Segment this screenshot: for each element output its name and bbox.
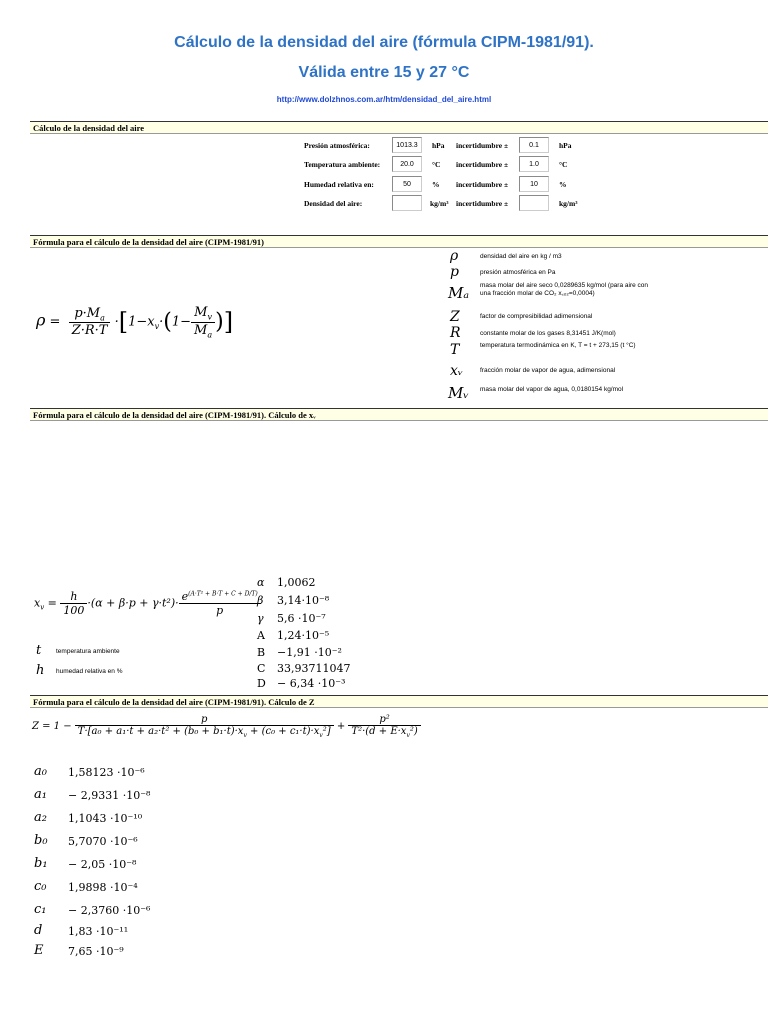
coef-value: − 2,3760 ·10⁻⁶ [68, 904, 151, 917]
source-link[interactable]: http://www.dolzhnos.com.ar/htm/densidad_del_aire.html [276, 95, 492, 104]
humidity-unit: % [432, 180, 440, 189]
xv-symbol: xᵥ [450, 363, 464, 379]
z-formula: Z = 1 − $\frac{p}{T\cdot[a_0 + a_1\cdot t + a_2\cdot t^2 + (b_0 + b_1\cdot t)\cdot x_v + (c_0 + c_1\cdot t)\cdot x_v^2]}$ + $\frac{\text{p²}}{T^2\cdot(d + E\cdot x_v^2)}$ [32, 714, 421, 739]
coef-value: 5,7070 ·10⁻⁶ [68, 835, 138, 848]
const-key: γ [257, 612, 264, 625]
coef-key: a₂ [34, 810, 47, 825]
section-formula-title: Fórmula para el cálculo de la densidad del aire (CIPM-1981/91) [30, 235, 768, 248]
ma-desc: masa molar del aire seco 0,0289635 kg/mol (para aire con una fracción molar de CO₂ x꜀ₒ₂=0,0004) [480, 282, 649, 297]
z-symbol: Z [450, 309, 460, 325]
pressure-unc-input[interactable]: 0.1 [519, 137, 549, 153]
t-ambient-desc: temperatura ambiente [56, 648, 120, 655]
section-xv-title: Fórmula para el cálculo de la densidad del aire (CIPM-1981/91). Cálculo de xᵥ [30, 408, 768, 421]
z-desc: factor de compresibilidad adimensional [480, 313, 593, 320]
humidity-unc-label: incertidumbre ± [456, 180, 509, 189]
humidity-unc-unit: % [559, 180, 567, 189]
const-key: B [257, 646, 266, 659]
const-value: −1,91 ·10⁻² [277, 646, 342, 659]
const-value: 1,24·10⁻⁵ [277, 629, 330, 642]
rho-symbol: ρ [450, 248, 459, 264]
temperature-unc-label: incertidumbre ± [456, 160, 509, 169]
rho-desc: densidad del aire en kg / m3 [480, 253, 562, 260]
temperature-label: Temperatura ambiente: [304, 160, 381, 169]
mv-desc: masa molar del vapor de agua, 0,0180154 kg/mol [480, 386, 624, 393]
ma-symbol: Mₐ [448, 284, 469, 302]
density-formula: ρ = $\frac{p\cdot M_a}{Z\cdot R\cdot T}$ $\cdot[1-x_v\cdot(1-$ $\frac{M_v}{M_a}$ )] [36, 305, 234, 340]
const-value: 33,93711047 [277, 662, 351, 675]
r-desc: constante molar de los gases 8,31451 J/K(mol) [480, 330, 616, 337]
coef-value: 1,83 ·10⁻¹¹ [68, 925, 129, 938]
page-title: Cálculo de la densidad del aire (fórmula CIPM-1981/91). [174, 34, 594, 51]
t-symbol: T [450, 342, 460, 358]
coef-value: − 2,9331 ·10⁻⁸ [68, 789, 151, 802]
coef-value: 1,58123 ·10⁻⁶ [68, 766, 145, 779]
const-value: 1,0062 [277, 576, 316, 589]
h-humidity-desc: humedad relativa en % [56, 668, 123, 675]
pressure-unit: hPa [432, 141, 445, 150]
density-unc-label: incertidumbre ± [456, 199, 509, 208]
const-value: − 6,34 ·10⁻³ [277, 677, 346, 690]
density-unit: kg/m³ [430, 199, 449, 208]
mv-symbol: Mᵥ [448, 384, 469, 402]
xv-formula: $x_v$ = $\frac{h}{100}$ ·(α + β·p + γ·t²)· $\frac{e^{(A\cdot T^2 + B\cdot T + C + D/T)}}{p}$ [34, 590, 261, 617]
const-key: A [257, 629, 265, 642]
const-value: 5,6 ·10⁻⁷ [277, 612, 326, 625]
coef-key: E [34, 943, 44, 958]
pressure-unc-label: incertidumbre ± [456, 141, 509, 150]
density-unc-output [519, 195, 549, 211]
const-key: α [257, 576, 265, 589]
temperature-input[interactable]: 20.0 [392, 156, 422, 172]
r-symbol: R [450, 325, 461, 341]
p-symbol: p [450, 264, 459, 280]
temperature-unc-unit: °C [559, 160, 568, 169]
t-desc: temperatura termodinámica en K, T = t + 273,15 (t °C) [480, 342, 636, 349]
page-subtitle: Válida entre 15 y 27 °C [298, 64, 470, 81]
coef-key: a₁ [34, 787, 47, 802]
coef-value: 1,9898 ·10⁻⁴ [68, 881, 138, 894]
density-output [392, 195, 422, 211]
density-label: Densidad del aire: [304, 199, 363, 208]
coef-key: b₀ [34, 833, 48, 848]
coef-value: − 2,05 ·10⁻⁸ [68, 858, 137, 871]
coef-key: a₀ [34, 764, 47, 779]
pressure-unc-unit: hPa [559, 141, 572, 150]
humidity-unc-input[interactable]: 10 [519, 176, 549, 192]
coef-key: c₀ [34, 879, 47, 894]
const-key: C [257, 662, 266, 675]
pressure-label: Presión atmosférica: [304, 141, 370, 150]
temperature-unc-input[interactable]: 1.0 [519, 156, 549, 172]
const-key: D [257, 677, 266, 690]
xv-desc: fracción molar de vapor de agua, adimensional [480, 367, 616, 374]
p-desc: presión atmosférica en Pa [480, 269, 556, 276]
coef-key: d [34, 923, 43, 938]
coef-key: b₁ [34, 856, 48, 871]
coef-value: 7,65 ·10⁻⁹ [68, 945, 124, 958]
section-calc-title: Cálculo de la densidad del aire [30, 121, 768, 134]
temperature-unit: °C [432, 160, 441, 169]
const-key: β [257, 594, 264, 607]
coef-key: c₁ [34, 902, 47, 917]
pressure-input[interactable]: 1013.3 [392, 137, 422, 153]
const-value: 3,14·10⁻⁸ [277, 594, 330, 607]
humidity-input[interactable]: 50 [392, 176, 422, 192]
density-unc-unit: kg/m³ [559, 199, 578, 208]
humidity-label: Humedad relativa en: [304, 180, 374, 189]
coef-value: 1,1043 ·10⁻¹⁰ [68, 812, 143, 825]
section-z-title: Fórmula para el cálculo de la densidad del aire (CIPM-1981/91). Cálculo de Z [30, 695, 768, 708]
